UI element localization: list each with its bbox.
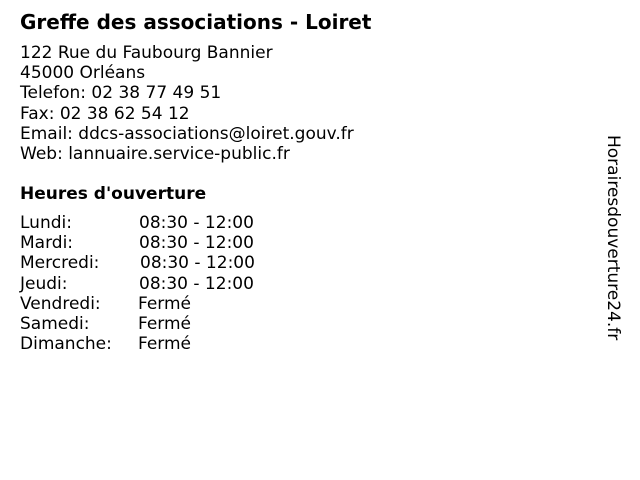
site-watermark: Horairesdouverture24.fr	[603, 135, 623, 341]
day-hours: Fermé	[138, 293, 192, 314]
contact-block	[20, 43, 354, 164]
email-address: Email: ddcs-associations@loiret.gouv.fr	[20, 123, 354, 144]
day-hours: 08:30 - 12:00	[139, 273, 254, 294]
day-hours: 08:30 - 12:00	[139, 233, 254, 254]
street-address: 122 Rue du Faubourg Bannier	[20, 43, 273, 63]
day-label: Mercredi:	[20, 253, 100, 274]
day-hours: Fermé	[138, 313, 192, 334]
page-title: Greffe des associations - Loiret	[20, 10, 372, 34]
day-label: Samedi:	[20, 313, 90, 334]
day-hours: 08:30 - 12:00	[139, 213, 254, 233]
day-label: Jeudi:	[20, 273, 68, 294]
day-hours: 08:30 - 12:00	[140, 253, 255, 274]
fax-number: Fax: 02 38 62 54 12	[20, 103, 190, 124]
day-label: Dimanche:	[20, 334, 112, 355]
opening-hours-heading: Heures d'ouverture	[20, 184, 207, 204]
website: Web: lannuaire.service-public.fr	[20, 144, 290, 165]
phone-number: Telefon: 02 38 77 49 51	[20, 83, 222, 104]
day-label: Lundi:	[20, 213, 72, 233]
day-label: Mardi:	[20, 233, 74, 254]
day-hours: Fermé	[138, 334, 192, 355]
city-postal-code: 45000 Orléans	[20, 63, 146, 84]
day-label: Vendredi:	[20, 293, 101, 314]
